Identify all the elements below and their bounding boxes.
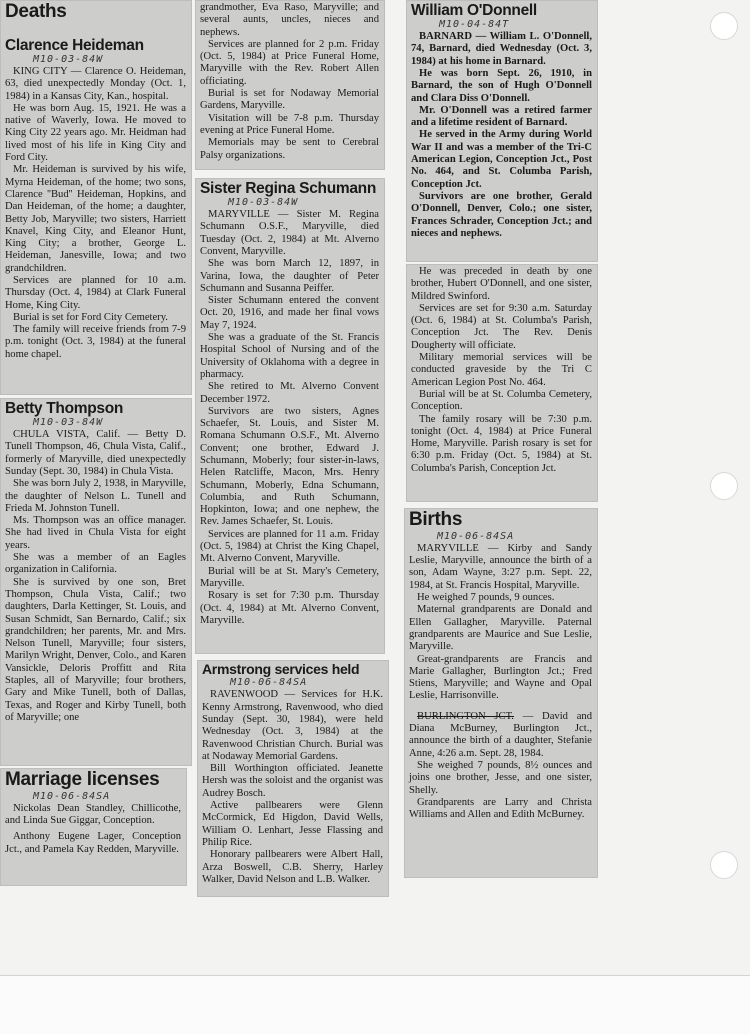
marriage-title: Marriage licenses xyxy=(5,769,160,790)
thompson-paragraph: CHULA VISTA, Calif. — Betty D. Tunell Thompson, 46, Chula Vista, Calif., formerly of Maryville, died unexpectedly Sunday (Sept. 30, 1984) in Chula Vista. xyxy=(5,429,186,477)
heideman-paragraph: He was born Aug. 15, 1921. He was a native of Waverly, Iowa. He moved to King City 22 years ago. Mr. Heidman had lived most of his life in King City and Ford City. xyxy=(5,102,186,164)
odonnell-cont-paragraph: Military memorial services will be conducted graveside by the Tri C American Legion Post No. 464. xyxy=(411,352,592,388)
heideman-hand-note: M10-03-84W xyxy=(33,53,104,65)
odonnell-cont-paragraph: Services are set for 9:30 a.m. Saturday (Oct. 6, 1984) at St. Columba's Parish, Conception Jct. The Rev. Denis Dougherty will officiate. xyxy=(411,302,592,351)
births-paragraph: Grandparents are Larry and Christa Williams and Allen and Edith McBurney. xyxy=(409,796,592,821)
odonnell-cont-paragraph: Burial will be at St. Columba Cemetery, Conception. xyxy=(411,388,592,413)
schumann-paragraph: Burial will be at St. Mary's Cemetery, Maryville. xyxy=(200,565,379,589)
binder-hole xyxy=(710,12,738,40)
heideman-paragraph: KING CITY — Clarence O. Heideman, 63, died unexpectedly Monday (Oct. 1, 1984) in a Kansas City, Kan., hospital. xyxy=(5,65,186,102)
schumann-paragraph: Survivors are two sisters, Agnes Schaefer, St. Louis, and Sister M. Romana Schumann O.S.F., Mt. Alverno Convent; one brother, Edward J. Schumann, Moberly; four sister-in-laws, Helen Ratcliffe, Macon, Mrs. Henry Schumann, Moberly, Edna Schumann, Columbia, and Ruth Schumann, Hopkinton, Iowa; and one nephew, the Rev. James Schaefer, St. Louis. xyxy=(200,405,379,528)
armstrong-paragraph: Honorary pallbearers were Albert Hall, Arza Boswell, C.B. Sherry, Harley Walker, David Nelson and L.B. Walker. xyxy=(202,849,383,885)
clipping-odonnell-continued xyxy=(406,264,598,502)
births-second-text: — David and Diana McBurney, Burlington Jct., announce the birth of a daughter, Stefanie Anne, 4:26 a.m. Sept. 28, 1984. xyxy=(409,710,592,759)
births-paragraph: Maternal grandparents are Donald and Ellen Gallagher, Maryville. Paternal grandparents are Maurice and Sue Leslie, Maryville. xyxy=(409,604,592,653)
schumann-paragraph: Sister Schumann entered the convent Oct. 20, 1916, and made her final vows May 7, 1924. xyxy=(200,295,379,331)
births-paragraph: MARYVILLE — Kirby and Sandy Leslie, Maryville, announce the birth of a son, Adam Wayne, 3:27 p.m. Sept. 22, 1984, at St. Francis Hospital, Maryville. xyxy=(409,542,592,591)
marriage-hand-note: M10-06-84SA xyxy=(33,790,111,802)
births-paragraph: Great-grandparents are Francis and Marie Gallagher, Burlington Jct.; Fred Stiens, Maryville; and Wayne and Opal Leslie, Harrisonville. xyxy=(409,653,592,702)
clipping-marriage-licenses xyxy=(0,768,187,886)
schumann-title: Sister Regina Schumann xyxy=(200,180,377,197)
clipping-thompson xyxy=(0,398,192,766)
heideman-paragraph: Mr. Heideman is survived by his wife, Myrna Heideman, of the home; two sons, Clarence ''Bud'' Heideman, Hopkins, and Dan Heideman, of the home; a daughter, Betty Job, Maryville; two sisters, Harriett Knavel, King City, and Eleanor Hunt, King City; a brother, George L. Heideman, Janesville, Iowa; and two grandchildren. xyxy=(5,164,186,274)
thompson-paragraph: Ms. Thompson was an office manager. She had lived in Chula Vista for eight years. xyxy=(5,515,186,551)
schumann-paragraph: Services are planned for 11 a.m. Friday (Oct. 5, 1984) at Christ the King Chapel, Mt. Alverno Convent, Maryville. xyxy=(200,528,379,565)
armstrong-paragraph: Bill Worthington officiated. Jeanette Hersh was the soloist and the organist was Audrey Bosch. xyxy=(202,763,383,799)
thompson-cont-paragraph: grandmother, Eva Raso, Maryville; and several aunts, uncles, nieces and nephews. xyxy=(200,2,379,38)
clipping-schumann xyxy=(195,178,385,654)
thompson-title: Betty Thompson xyxy=(5,400,124,417)
schumann-paragraph: She was a graduate of the St. Francis Hospital School of Nursing and of the University of Oklahoma with a degree in pharmacy. xyxy=(200,332,379,380)
clipping-armstrong xyxy=(197,660,389,897)
heideman-paragraph: Services are planned for 10 a.m. Thursday (Oct. 4, 1984) at Clark Funeral Home, King City. xyxy=(5,274,186,311)
schumann-paragraph: MARYVILLE — Sister M. Regina Schumann O.S.F., Maryville, died Tuesday (Oct. 2, 1984) at Mt. Alverno Convent, Maryville. xyxy=(200,209,379,257)
thompson-hand-note: M10-03-84W xyxy=(33,417,104,429)
clipping-heideman xyxy=(0,0,192,395)
clipping-odonnell xyxy=(406,0,598,262)
page-bottom-margin xyxy=(0,975,750,1034)
thompson-cont-paragraph: Services are planned for 2 p.m. Friday (Oct. 5, 1984) at Price Funeral Home, Maryville with the Rev. Robert Allen officiating. xyxy=(200,38,379,87)
odonnell-paragraph: Survivors are one brother, Gerald O'Donnell, Denver, Colo.; one sister, Frances Schrader, Conception Jct.; and nieces and nephews. xyxy=(411,190,592,239)
heideman-title: Clarence Heideman xyxy=(5,36,144,54)
schumann-paragraph: She was born March 12, 1897, in Varina, Iowa, the daughter of Peter Schumann and Susanna Peiffer. xyxy=(200,258,379,294)
marriage-paragraph: Anthony Eugene Lager, Conception Jct., and Pamela Kay Redden, Maryville. xyxy=(5,831,181,855)
marriage-paragraph: Nickolas Dean Standley, Chillicothe, and Linda Sue Giggar, Conception. xyxy=(5,802,181,827)
deaths-section-title: Deaths xyxy=(5,1,67,22)
births-second-lead: BURLINGTON JCT. xyxy=(417,710,514,722)
thompson-cont-paragraph: Memorials may be sent to Cerebral Palsy organizations. xyxy=(200,137,379,161)
clipping-thompson-continued xyxy=(195,0,385,170)
odonnell-paragraph: He served in the Army during World War II and was a member of the Tri-C American Legion, Conception Jct., Post No. 464, and St. Columba Parish, Conception Jct. xyxy=(411,129,592,190)
binder-hole xyxy=(710,472,738,500)
odonnell-cont-paragraph: He was preceded in death by one brother, Hubert O'Donnell, and one sister, Mildred Swinford. xyxy=(411,266,592,302)
armstrong-title: Armstrong services held xyxy=(202,661,360,677)
schumann-paragraph: She retired to Mt. Alverno Convent December 1972. xyxy=(200,381,379,405)
armstrong-paragraph: Active pallbearers were Glenn McCormick, Ed Higdon, David Wells, William O. Lenhart, Jesse Flassing and Philip Rice. xyxy=(202,800,383,848)
odonnell-paragraph: BARNARD — William L. O'Donnell, 74, Barnard, died Wednesday (Oct. 3, 1984) at his home in Barnard. xyxy=(411,31,592,67)
births-paragraph: She weighed 7 pounds, 8½ ounces and joins one brother, Jesse, and one sister, Shelly. xyxy=(409,759,592,796)
odonnell-title: William O'Donnell xyxy=(411,2,537,19)
binder-hole xyxy=(710,851,738,879)
thompson-paragraph: She was a member of an Eagles organization in California. xyxy=(5,552,186,576)
births-hand-note: M10-06-84SA xyxy=(437,530,515,542)
births-second-paragraph xyxy=(409,711,592,760)
births-title: Births xyxy=(409,509,463,530)
births-paragraph: He weighed 7 pounds, 9 ounces. xyxy=(417,592,555,604)
clipping-births xyxy=(404,508,598,878)
heideman-paragraph: Burial is set for Ford City Cemetery. xyxy=(13,311,168,323)
thompson-paragraph: She was born July 2, 1938, in Maryville, the daughter of Nelson L. Tunell and Frieda M. Johnston Tunell. xyxy=(5,478,186,514)
armstrong-paragraph: RAVENWOOD — Services for H.K. Kenny Armstrong, Ravenwood, who died Sunday (Sept. 30, 1984), were held Wednesday (Oct. 3, 1984) at the Ravenwood Christian Church. Burial was at Nodaway Memorial Gardens. xyxy=(202,689,383,762)
odonnell-paragraph: Mr. O'Donnell was a retired farmer and a lifetime resident of Barnard. xyxy=(411,104,592,129)
odonnell-paragraph: He was born Sept. 26, 1910, in Barnard, the son of Hugh O'Donnell and Clara Diss O'Donnell. xyxy=(411,67,592,104)
heideman-paragraph: The family will receive friends from 7-9 p.m. tonight (Oct. 3, 1984) at the funeral home chapel. xyxy=(5,324,186,360)
thompson-cont-paragraph: Visitation will be 7-8 p.m. Thursday evening at Price Funeral Home. xyxy=(200,112,379,136)
schumann-hand-note: M10-03-84W xyxy=(228,197,299,209)
odonnell-hand-note: M10-04-84T xyxy=(439,19,510,31)
thompson-paragraph: She is survived by one son, Bret Thompson, Chula Vista, Calif.; two daughters, Darla Kettinger, St. Louis, and Susan Schmidt, San Bernardo, Calif.; six grandchildren; her parents, Mr. and Mrs. Nelson Tunell, Maryville; four sisters, Marilyn Wright, Denver, Colo., and Karen Vansickle, Deloris Proffitt and Rita Staples, all of Maryville; four brothers, Gary and Mike Tunell, both of Dallas, Texas, and Roger and Kirby Tunell, both of Maryville; one xyxy=(5,576,186,723)
armstrong-hand-note: M10-06-84SA xyxy=(230,677,308,689)
thompson-cont-paragraph: Burial is set for Nodaway Memorial Gardens, Maryville. xyxy=(200,88,379,112)
odonnell-cont-paragraph: The family rosary will be 7:30 p.m. tonight (Oct. 4, 1984) at Price Funeral Home, Maryville. Parish rosary is set for 6:30 p.m. Friday (Oct. 5, 1984) at St. Columba's Parish, Conception Jct. xyxy=(411,413,592,474)
schumann-paragraph: Rosary is set for 7:30 p.m. Thursday (Oct. 4, 1984) at Mt. Alverno Convent, Maryville. xyxy=(200,590,379,626)
